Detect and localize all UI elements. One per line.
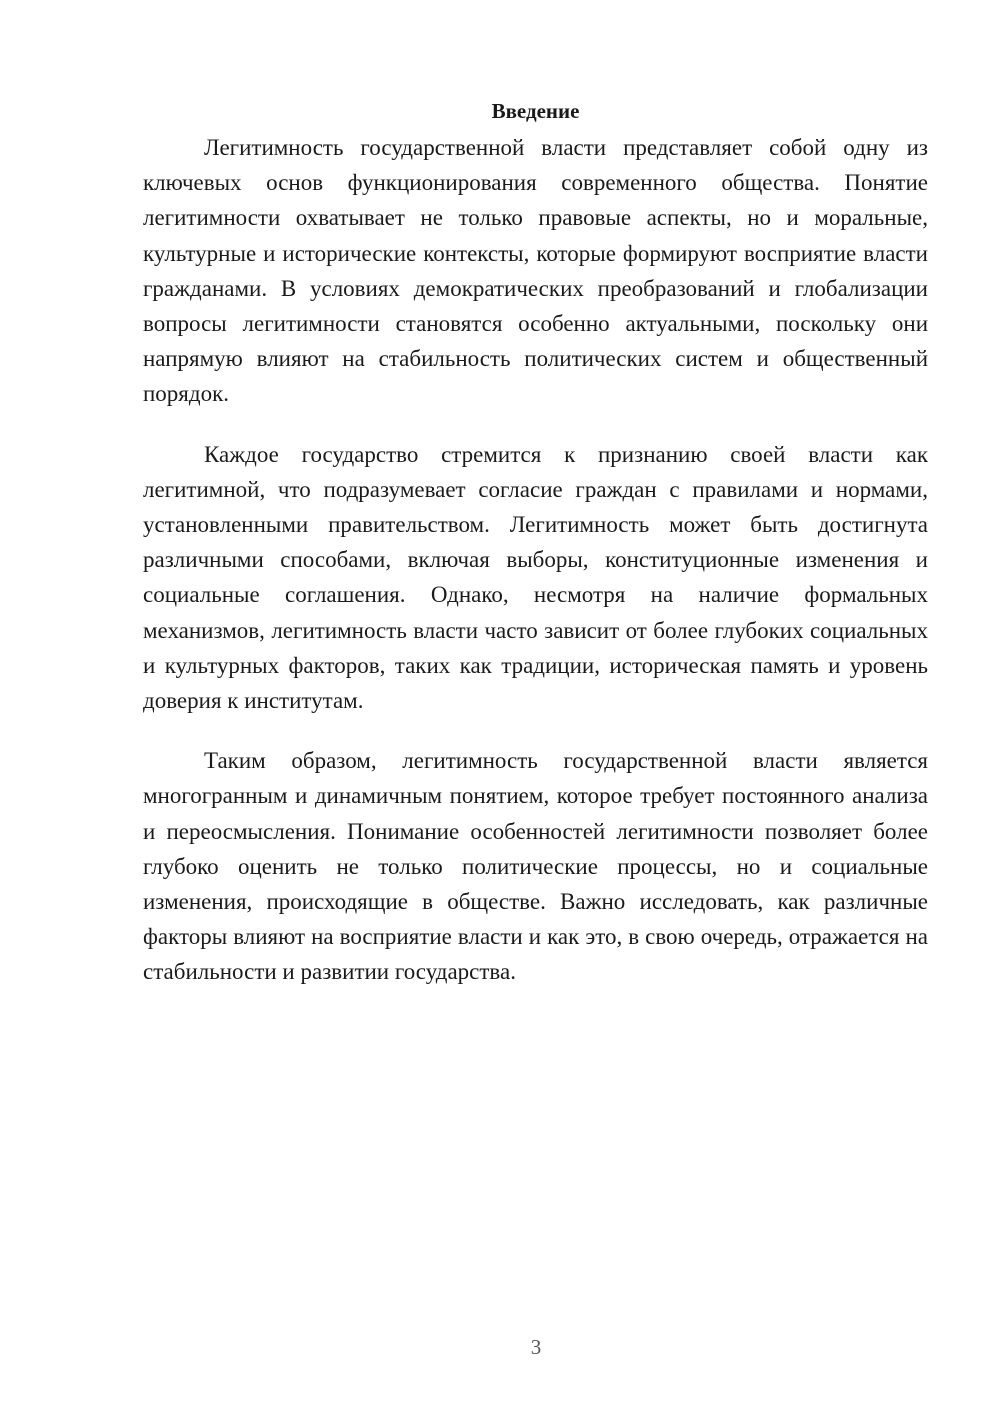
page-number: 3: [530, 1335, 542, 1359]
page-content: [143, 96, 928, 1015]
paragraph-1: Легитимность государственной власти представляет собой одну из ключевых основ функционирования современного общества. Понятие легитимности охватывает не только правовые аспекты, но и моральные, культурные и исторические контексты, которые формируют восприятие власти гражданами. В условиях демократических преобразований и глобализации вопросы легитимности становятся особенно актуальными, поскольку они напрямую влияют на стабильность политических систем и общественный порядок.: [143, 135, 928, 407]
paragraph-2: Каждое государство стремится к признанию своей власти как легитимной, что подразумевает согласие граждан с правилами и нормами, установленными правительством. Легитимность может быть достигнута различными способами, включая выборы, конституционные изменения и социальные соглашения. Однако, несмотря на наличие формальных механизмов, легитимность власти часто зависит от более глубоких социальных и культурных факторов, таких как традиции, историческая память и уровень доверия к институтам.: [143, 441, 928, 714]
paragraph-3: Таким образом, легитимность государственной власти является многогранным и динамичным понятием, которое требует постоянного анализа и переосмысления. Понимание особенностей легитимности позволяет более глубоко оценить не только политические процессы, но и социальные изменения, происходящие в обществе. Важно исследовать, как различные факторы влияют на восприятие власти и как это, в свою очередь, отражается на стабильности и развитии государства.: [143, 748, 928, 985]
section-title: Введение: [491, 99, 580, 123]
